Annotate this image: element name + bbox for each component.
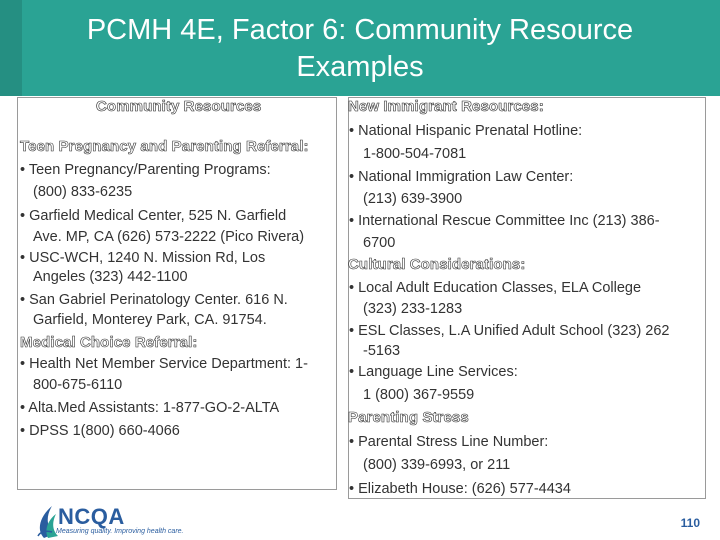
page-title-line-1: PCMH 4E, Factor 6: Community Resource [86, 14, 634, 46]
title-banner [0, 0, 720, 96]
list-item: • National Hispanic Prenatal Hotline: [349, 123, 583, 139]
medical-choice-heading: Medical Choice Referral: [20, 334, 198, 351]
list-item: • Alta.Med Assistants: 1-877-GO-2-ALTA [20, 400, 280, 416]
list-item: • San Gabriel Perinatology Center. 616 N. [20, 292, 288, 308]
list-item: • Parental Stress Line Number: [349, 434, 549, 450]
logo-tagline: Measuring quality. Improving health care. [56, 528, 184, 535]
list-item-continuation: -5163 [363, 343, 401, 359]
list-item-continuation: 1-800-504-7081 [363, 146, 467, 162]
page-title [30, 12, 690, 86]
list-item: • ESL Classes, L.A Unified Adult School (323) 262 [349, 323, 670, 339]
list-item: • National Immigration Law Center: [349, 169, 574, 185]
list-item: • Health Net Member Service Department: 1- [20, 356, 308, 372]
list-item: • Elizabeth House: (626) 577-4434 [349, 481, 571, 497]
list-item-continuation: Ave. MP, CA (626) 573-2222 (Pico Rivera) [33, 229, 305, 245]
list-item: • International Rescue Committee Inc (213) 386- [349, 213, 660, 229]
teen-pregnancy-heading: Teen Pregnancy and Parenting Referral: [20, 138, 309, 155]
list-item: • DPSS 1(800) 660-4066 [20, 423, 180, 439]
page-title-line-2: Examples [296, 51, 424, 83]
list-item: • USC-WCH, 1240 N. Mission Rd, Los [20, 250, 266, 266]
list-item-continuation: 1 (800) 367-9559 [363, 387, 475, 403]
community-resources-title: Community Resources [96, 98, 262, 115]
list-item-continuation: Garfield, Monterey Park, CA. 91754. [33, 312, 267, 328]
parenting-stress-heading: Parenting Stress [348, 409, 469, 426]
list-item-continuation: Angeles (323) 442-1100 [33, 269, 188, 285]
list-item: • Teen Pregnancy/Parenting Programs: [20, 162, 271, 178]
list-item-continuation: 800-675-6110 [33, 377, 123, 393]
list-item: • Language Line Services: [349, 364, 518, 380]
cultural-considerations-heading: Cultural Considerations: [348, 256, 526, 273]
list-item-continuation: (213) 639-3900 [363, 191, 463, 207]
page-number: 110 [680, 516, 700, 530]
list-item-continuation: 6700 [363, 235, 396, 251]
list-item-continuation: (800) 339-6993, or 211 [363, 457, 511, 473]
list-item: • Garfield Medical Center, 525 N. Garfield [20, 208, 287, 224]
list-item: • Local Adult Education Classes, ELA College [349, 280, 642, 296]
list-item-continuation: (800) 833-6235 [33, 184, 133, 200]
logo-text: NCQA [58, 504, 125, 529]
list-item-continuation: (323) 233-1283 [363, 301, 463, 317]
new-immigrant-title: New Immigrant Resources: [348, 98, 544, 115]
banner-accent [0, 0, 22, 96]
